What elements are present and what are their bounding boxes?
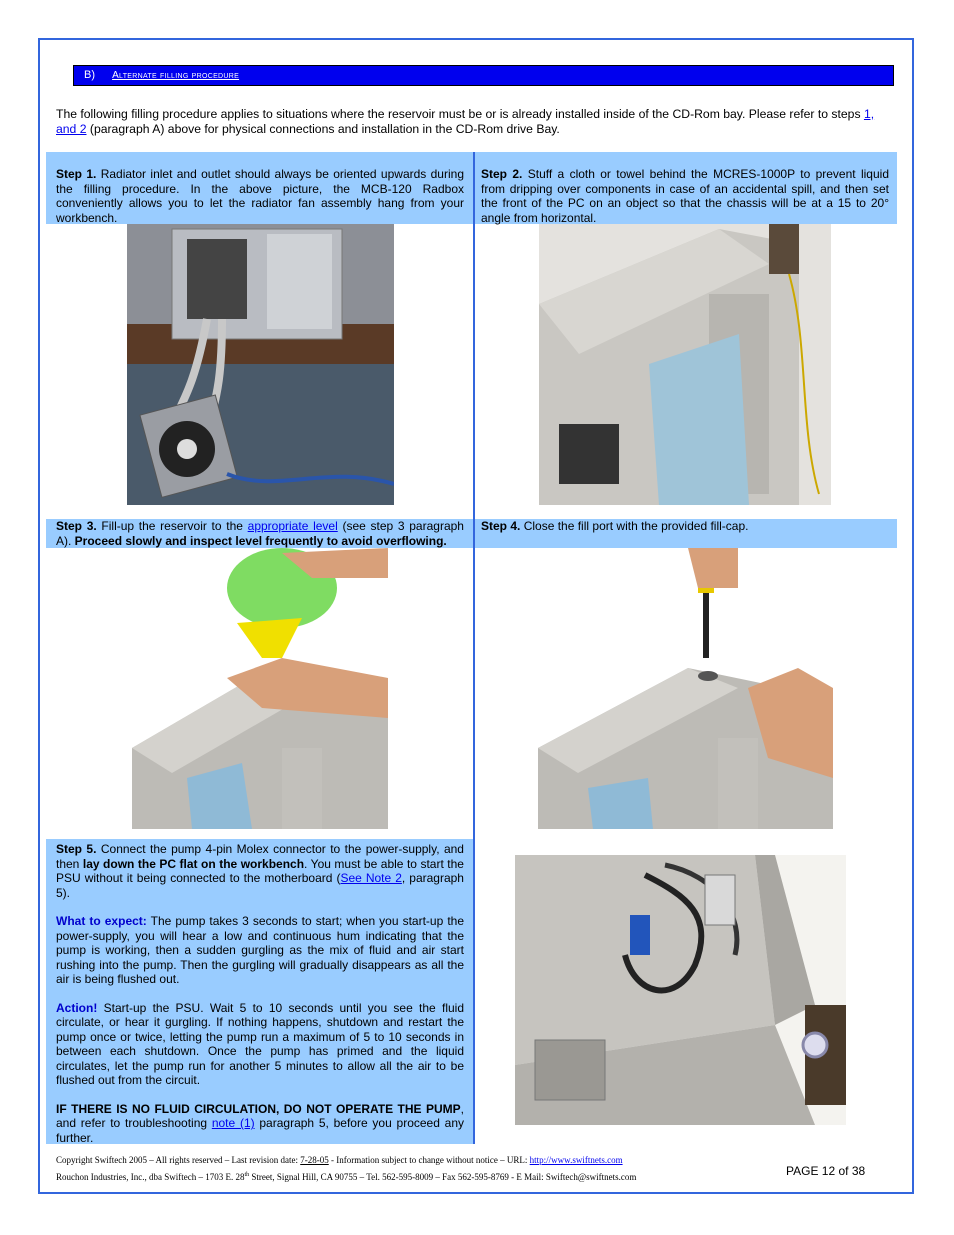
page-number: PAGE 12 of 38 bbox=[786, 1164, 866, 1178]
warning-body: , and refer to troubleshooting bbox=[56, 1101, 464, 1130]
notice-text: - Information subject to change without notice – URL: bbox=[328, 1155, 530, 1165]
what-to-expect-body: The pump takes 3 seconds to start; when you start-up the power-supply, you will hear a low and continuous hum indicating that the pump is working, then a sudden gurgling as the mix of fluid and air start rushing into the pump. Then the gurgling will gradually disappears as all the air is being flushed out. bbox=[56, 914, 464, 986]
step2-label: Step 2. bbox=[481, 167, 523, 181]
column-divider bbox=[473, 152, 475, 1144]
chassis-flat-photo bbox=[515, 855, 846, 1125]
action bbox=[56, 1001, 464, 1088]
footer-line-1 bbox=[56, 1153, 636, 1168]
footer bbox=[56, 1153, 636, 1185]
step4-body: Close the fill port with the provided fill-cap. bbox=[520, 519, 749, 533]
steps-link[interactable]: 1, and 2 bbox=[56, 107, 875, 136]
see-note-2-link[interactable]: See Note 2 bbox=[340, 871, 402, 885]
step1-label: Step 1. bbox=[56, 167, 97, 181]
note-1-link[interactable]: note (1) bbox=[211, 1116, 255, 1130]
step5-body-2: . You must be able to start the PSU without it being connected to the motherboard ( bbox=[56, 856, 464, 885]
warning-tail: paragraph 5, before you proceed any further. bbox=[56, 1116, 465, 1145]
step4-label: Step 4. bbox=[481, 519, 521, 533]
step5-text bbox=[56, 842, 464, 1145]
section-letter: B) bbox=[84, 69, 95, 81]
warning bbox=[56, 1102, 464, 1146]
address-sup: th bbox=[244, 1172, 250, 1178]
copyright-text: Copyright Swiftech 2005 – All rights reserved – Last revision date: bbox=[56, 1155, 301, 1165]
action-label: Action! bbox=[56, 1000, 98, 1015]
website-link[interactable]: http://www.swiftnets.com bbox=[529, 1155, 623, 1165]
warning-bold: IF THERE IS NO FLUID CIRCULATION, DO NOT OPERATE THE PUMP bbox=[56, 1101, 461, 1116]
step5-intro bbox=[56, 842, 464, 900]
step5-body-3: , paragraph 5). bbox=[56, 871, 464, 900]
step3-body-mid: (see step 3 paragraph A). bbox=[56, 519, 464, 548]
appropriate-level-link[interactable]: appropriate level bbox=[247, 519, 338, 533]
chassis-towel-photo bbox=[539, 224, 831, 505]
intro-text: The following filling procedure applies to situations where the reservoir must be or is already installed inside of the CD-Rom bay. Please refer to steps bbox=[56, 107, 864, 121]
step2-text bbox=[481, 167, 889, 225]
address-text: Rouchon Industries, Inc., dba Swiftech – 1703 E. 28 bbox=[56, 1172, 245, 1182]
intro-paragraph bbox=[56, 107, 892, 137]
step3-warning: Proceed slowly and inspect level frequently to avoid overflowing. bbox=[74, 533, 447, 548]
step3-text bbox=[56, 519, 464, 548]
fill-cap-photo bbox=[538, 548, 833, 829]
intro-text-tail: (paragraph A) above for physical connections and installation in the CD-Rom drive Bay. bbox=[86, 122, 560, 136]
step3-body: Fill-up the reservoir to the bbox=[96, 519, 248, 533]
radiator-photo bbox=[127, 224, 394, 505]
step5-body: Connect the pump 4-pin Molex connector to the power-supply, and then bbox=[56, 842, 464, 871]
revision-date: 7-28-05 bbox=[300, 1155, 329, 1165]
step3-label: Step 3. bbox=[56, 519, 97, 533]
step5-label: Step 5. bbox=[56, 842, 97, 856]
pouring-photo bbox=[132, 548, 388, 829]
address-text-tail: Street, Signal Hill, CA 90755 – Tel. 562-595-8009 – Fax 562-595-8769 - E Mail: Swiftech@swiftnets.com bbox=[249, 1172, 637, 1182]
step5-bold: lay down the PC flat on the workbench bbox=[82, 856, 305, 871]
step1-body: Radiator inlet and outlet should always be oriented upwards during the filling procedure. In the above picture, the MCB-120 Radbox conveniently allows you to let the radiator fan assembly hang from your workbench. bbox=[56, 167, 464, 225]
step2-body: Stuff a cloth or towel behind the MCRES-1000P to prevent liquid from dripping over components in case of an accidental spill, and then set the front of the PC on an object so that the chassis will be at a 15 to 20° angle from horizontal. bbox=[481, 167, 889, 225]
what-to-expect bbox=[56, 914, 464, 987]
what-to-expect-label: What to expect: bbox=[56, 914, 147, 928]
section-title: Alternate filling procedure bbox=[112, 70, 240, 81]
step4-text bbox=[481, 519, 889, 534]
step1-text bbox=[56, 167, 464, 225]
footer-line-2 bbox=[56, 1168, 636, 1185]
action-body: Start-up the PSU. Wait 5 to 10 seconds until you see the fluid circulate, or hear it gurgling. If nothing happens, shutdown and restart the pump once or twice, letting the pump run a maximum of 5 to 10 seconds in between each shutdown. Once the pump has primed and the liquid circulates, let the pump run for another 5 minutes to allow all the air to be flushed out from the circuit. bbox=[56, 1000, 464, 1087]
section-header-bar bbox=[73, 65, 894, 86]
